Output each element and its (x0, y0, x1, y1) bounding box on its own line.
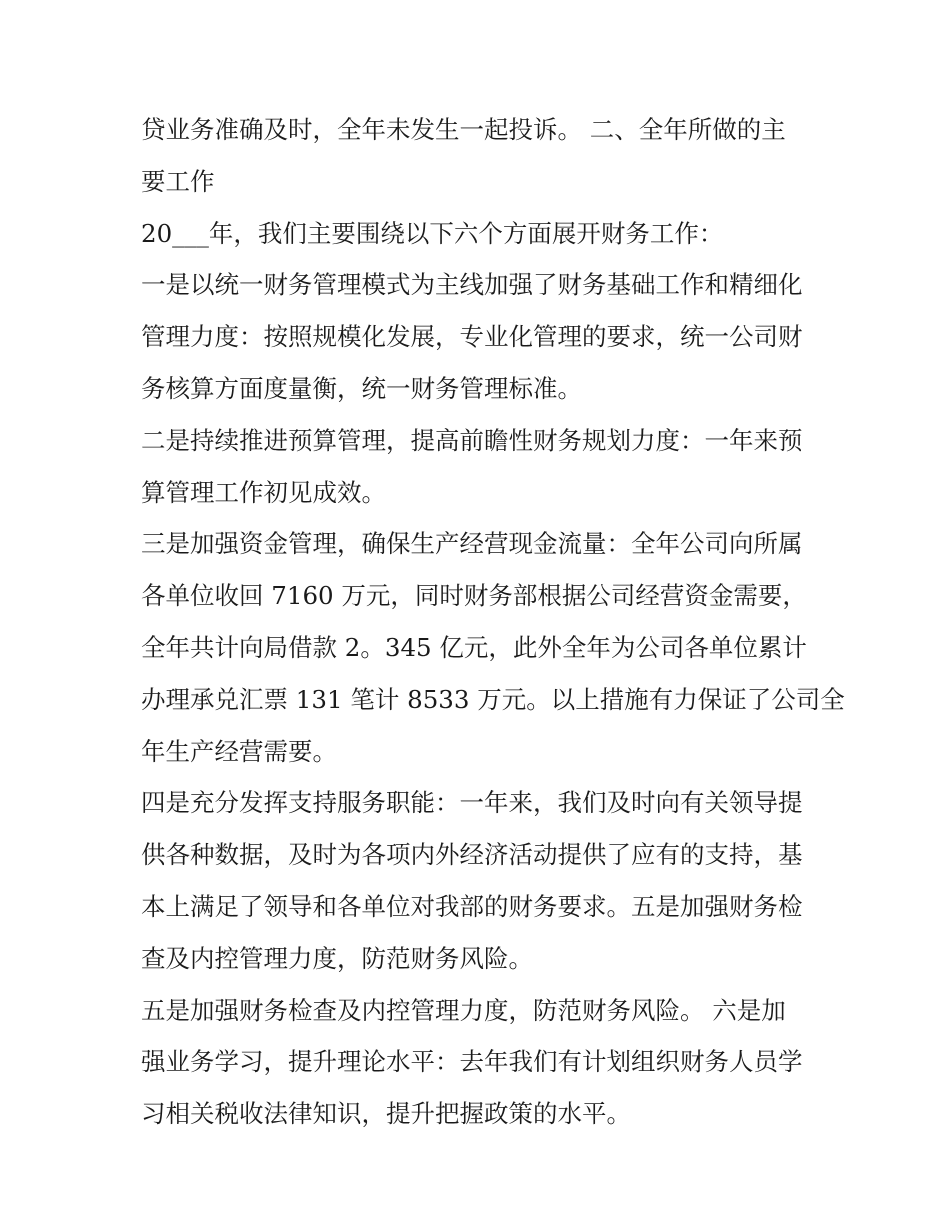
text-line: 各单位收回 7160 万元，同时财务部根据公司经营资金需要， (141, 581, 807, 611)
text-line: 管理力度：按照规模化发展，专业化管理的要求，统一公司财 (141, 322, 803, 352)
text-line: 查及内控管理力度，防范财务风险。 (141, 943, 533, 973)
text-line: 习相关税收法律知识，提升把握政策的水平。 (141, 1099, 631, 1129)
text-line: 算管理工作初见成效。 (141, 477, 386, 507)
text-line: 四是充分发挥支持服务职能：一年来，我们及时向有关领导提 (141, 788, 803, 818)
text-line: 要工作 (141, 166, 215, 196)
text-line: 务核算方面度量衡，统一财务管理标准。 (141, 373, 582, 403)
text-line: 贷业务准确及时，全年未发生一起投诉。 二、全年所做的主 (141, 115, 786, 144)
text-line: 一是以统一财务管理模式为主线加强了财务基础工作和精细化 (141, 270, 803, 300)
text-line: 办理承兑汇票 131 笔计 8533 万元。以上措施有力保证了公司全 (141, 684, 845, 714)
text-line: 年生产经营需要。 (141, 736, 337, 766)
text-line: 20___年，我们主要围绕以下六个方面展开财务工作： (141, 218, 724, 248)
text-line: 强业务学习，提升理论水平：去年我们有计划组织财务人员学 (141, 1047, 803, 1077)
text-line: 三是加强资金管理，确保生产经营现金流量：全年公司向所属 (141, 529, 803, 559)
text-line: 二是持续推进预算管理，提高前瞻性财务规划力度：一年来预 (141, 425, 803, 455)
text-line: 本上满足了领导和各单位对我部的财务要求。五是加强财务检 (141, 891, 803, 921)
document-body (141, 104, 845, 1140)
text-line: 供各种数据，及时为各项内外经济活动提供了应有的支持，基 (141, 840, 803, 870)
text-line: 全年共计向局借款 2。345 亿元，此外全年为公司各单位累计 (141, 632, 807, 662)
text-line: 五是加强财务检查及内控管理力度，防范财务风险。 六是加 (141, 995, 786, 1025)
